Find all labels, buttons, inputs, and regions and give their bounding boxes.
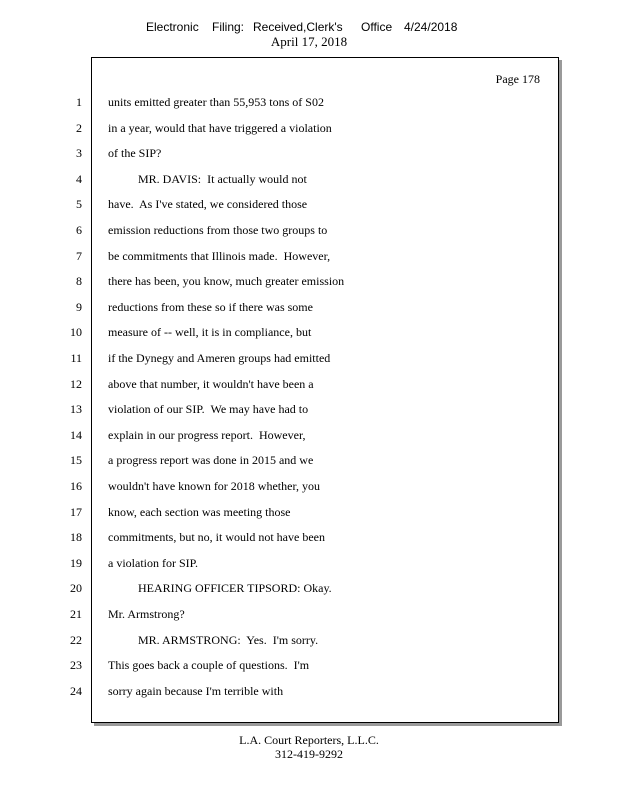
line-number: 22 [70, 633, 82, 647]
line-number: 4 [76, 172, 82, 186]
transcript-line-text: wouldn't have known for 2018 whether, you [108, 479, 320, 493]
line-number: 13 [70, 402, 82, 416]
transcript-line-text: measure of -- well, it is in compliance, but [108, 325, 312, 339]
transcript-line-text: a violation for SIP. [108, 556, 198, 570]
transcript-line-text: MR. ARMSTRONG: Yes. I'm sorry. [108, 633, 319, 647]
filing-stamp-electronic: Electronic [146, 20, 199, 34]
line-number: 6 [76, 223, 82, 237]
transcript-line-text: know, each section was meeting those [108, 505, 291, 519]
transcript-line-text: above that number, it wouldn't have been a [108, 377, 314, 391]
transcript-line-text: violation of our SIP. We may have had to [108, 402, 309, 416]
filing-stamp-filing: Filing: [212, 20, 245, 34]
footer-company: L.A. Court Reporters, L.L.C. [239, 733, 379, 747]
line-number: 9 [76, 300, 82, 314]
transcript-line-text: be commitments that Illinois made. However, [108, 249, 331, 263]
transcript-date: April 17, 2018 [270, 34, 348, 49]
line-number: 7 [76, 249, 82, 263]
line-number: 19 [70, 556, 82, 570]
line-number: 21 [70, 607, 82, 621]
transcript-line-text: commitments, but no, it would not have been [108, 530, 325, 544]
page-number: Page 178 [495, 72, 540, 86]
transcript-line-text: of the SIP? [108, 146, 162, 160]
line-number: 11 [70, 351, 82, 365]
line-number: 16 [70, 479, 82, 493]
line-number: 23 [70, 658, 82, 672]
line-number: 2 [76, 121, 82, 135]
transcript-line-text: there has been, you know, much greater emission [108, 274, 345, 288]
transcript-line-text: units emitted greater than 55,953 tons of S02 [108, 95, 324, 109]
line-number: 10 [70, 325, 82, 339]
line-number: 18 [70, 530, 82, 544]
line-number: 8 [76, 274, 82, 288]
transcript-line-text: reductions from these so if there was some [108, 300, 313, 314]
line-number: 14 [70, 428, 82, 442]
transcript-line-text: have. As I've stated, we considered those [108, 197, 308, 211]
transcript-line-text: emission reductions from those two groups to [108, 223, 328, 237]
line-number: 17 [70, 505, 82, 519]
transcript-line-text: MR. DAVIS: It actually would not [108, 172, 307, 186]
transcript-line-text: HEARING OFFICER TIPSORD: Okay. [108, 581, 332, 595]
footer-phone: 312-419-9292 [275, 747, 343, 761]
line-number: 5 [76, 197, 82, 211]
line-number: 12 [70, 377, 82, 391]
filing-stamp-office: Office [361, 20, 393, 34]
transcript-line-text: explain in our progress report. However, [108, 428, 306, 442]
line-number: 24 [70, 684, 82, 698]
line-number: 15 [70, 453, 82, 467]
transcript-line-text: if the Dynegy and Ameren groups had emitted [108, 351, 331, 365]
line-number: 3 [76, 146, 82, 160]
line-number: 1 [76, 95, 82, 109]
filing-stamp-date: 4/24/2018 [404, 20, 458, 34]
transcript-line-text: sorry again because I'm terrible with [108, 684, 284, 698]
transcript-line-text: a progress report was done in 2015 and we [108, 453, 314, 467]
filing-stamp-received: Received,Clerk's [253, 20, 343, 34]
transcript-line-text: in a year, would that have triggered a violation [108, 121, 332, 135]
line-number: 20 [70, 581, 82, 595]
transcript-line-text: Mr. Armstrong? [108, 607, 185, 621]
transcript-line-text: This goes back a couple of questions. I'm [108, 658, 310, 672]
